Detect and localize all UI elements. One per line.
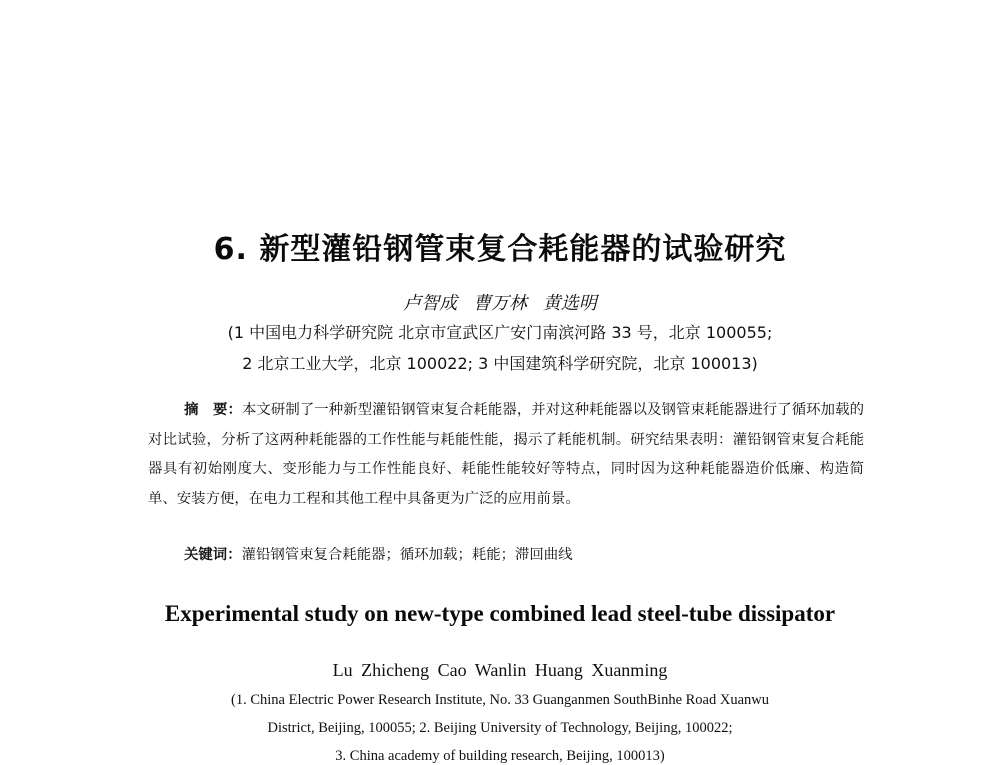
chinese-authors: 卢智成 曹万林 黄选明 <box>403 293 597 314</box>
chinese-abstract <box>148 396 864 514</box>
chinese-affiliation-line-1: (1 中国电力科学研究院 北京市宣武区广安门南滨河路 33 号，北京 100055; <box>227 323 773 342</box>
english-affiliation-line-3: 3. China academy of building research, Beijing, 100013) <box>335 748 665 764</box>
abstract-label: 摘 要： <box>184 402 242 418</box>
english-title: Experimental study on new-type combined lead steel-tube dissipator <box>164 601 836 626</box>
abstract-text: 本文研制了一种新型灌铅钢管束复合耗能器，并对这种耗能器以及钢管束耗能器进行了循环加载的对比试验，分析了这两种耗能器的工作性能与耗能性能，揭示了耗能机制。研究结果表明：灌铅钢管束复合耗能器具有初始刚度大、变形能力与工作性能良好、耗能性能较好等特点，同时因为这种耗能器造价低廉、构造简单、安装方便，在电力工程和其他工程中具备更为广泛的应用前景。 <box>148 402 864 507</box>
chinese-title: 6. 新型灌铅钢管束复合耗能器的试验研究 <box>213 232 787 267</box>
english-affiliation-line-2: District, Beijing, 100055; 2. Beijing University of Technology, Beijing, 100022; <box>267 720 733 736</box>
english-affiliation-line-1: (1. China Electric Power Research Institute, No. 33 Guanganmen SouthBinhe Road Xuanwu <box>231 692 769 708</box>
keywords-label: 关键词： <box>184 547 242 563</box>
keywords-text: 灌铅钢管束复合耗能器；循环加载；耗能；滞回曲线 <box>241 547 573 563</box>
chinese-affiliation-line-2: 2 北京工业大学，北京 100022; 3 中国建筑科学研究院，北京 100013) <box>242 354 758 373</box>
english-authors: Lu Zhicheng Cao Wanlin Huang Xuanming <box>332 660 668 680</box>
chinese-keywords <box>184 543 864 564</box>
